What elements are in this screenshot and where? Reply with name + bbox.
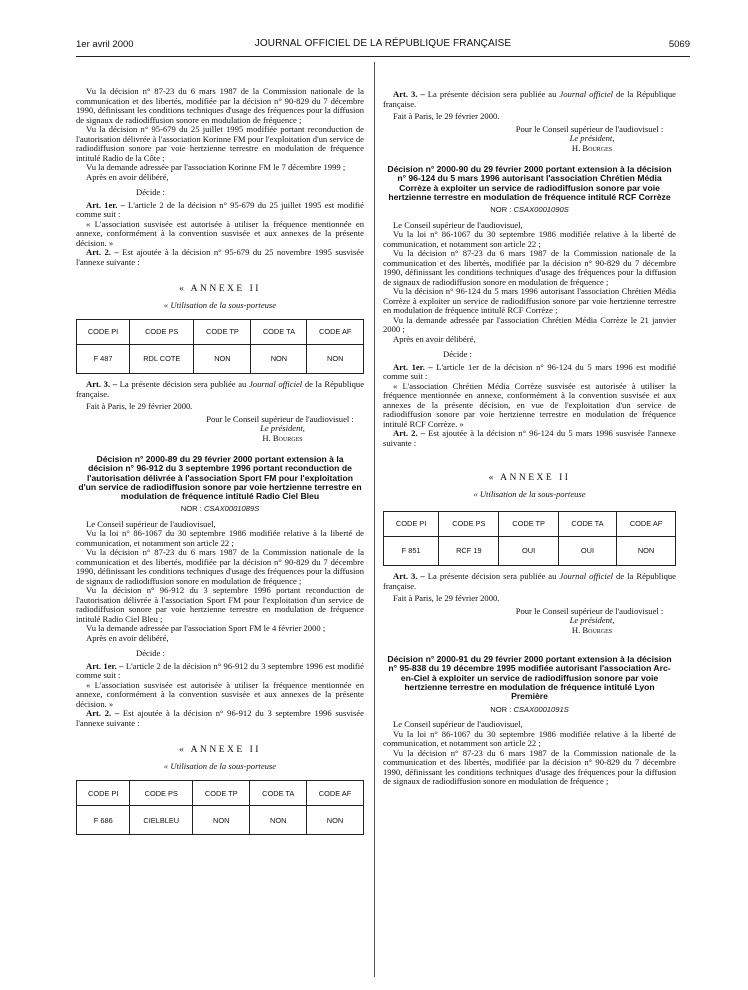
table-cell: RCF 19 (439, 537, 499, 566)
article-label: Art. 3. – (393, 89, 425, 99)
table-cell: NON (307, 345, 364, 374)
annexe-table (76, 780, 364, 835)
article-3: Art. 3. – La présente décision sera publiée au Journal officiel de la République française. (76, 379, 365, 399)
table-row (77, 345, 364, 374)
article-3: Art. 3. – La présente décision sera publiée au Journal officiel de la République française. (383, 571, 676, 591)
table-cell: F 686 (77, 806, 130, 835)
considerant: Vu la décision n° 96-124 du 5 mars 1996 autorisant l'association Chrétien Média Corrèze à exploiter un service de radiodiffusion sonore par voie hertzienne terrestre en modulation de fréquence intitulé RCF Corrèze ; (383, 286, 676, 316)
column-separator (374, 62, 375, 977)
article-label: Art. 3. – (393, 571, 425, 582)
signature-role: Le président, (569, 615, 615, 626)
decide: Décide : (136, 187, 165, 197)
decision-title: Décision n° 2000-90 du 29 février 2000 portant extension à la décision n° 96-124 du 5 mars 1996 autorisant l'association Chrétien Média Corrèze à exploiter un service de radiodiffusion sonore par voie hertzienne terrestre en modulation de fréquence intitulé RCF Corrèze (387, 164, 672, 202)
annexe-subtitle: « Utilisation de la sous-porteuse (163, 760, 277, 771)
article-label: Art. 2. – (393, 428, 426, 439)
decision-title: Décision n° 2000-89 du 29 février 2000 portant extension à la décision n° 96-912 du 3 septembre 1996 portant reconduction de l'autorisation délivrée à l'association Sport FM pour l'exploitation d'un service de radiodiffusion sonore par voie hertzienne terrestre en modulation de fréquence intitulé Radio Ciel Bleu (78, 454, 362, 502)
right-column (383, 90, 676, 787)
fait-a-paris: Fait à Paris, le 29 février 2000. (393, 593, 500, 604)
signature-name: H. Bourges (262, 432, 303, 443)
apres-delibere: Après en avoir délibéré, (86, 632, 169, 643)
table-header: CODE AF (306, 781, 363, 806)
signature-name: H. Bourges (571, 624, 613, 635)
table-cell: F 487 (77, 345, 130, 374)
signature-role: Le président, (260, 423, 305, 433)
article-label: Art. 1er. – (86, 660, 124, 671)
table-cell: NON (194, 345, 251, 374)
intro: Le Conseil supérieur de l'audiovisuel, (393, 219, 523, 230)
article-2: Art. 2. – Est ajoutée à la décision n° 95-679 du 25 novembre 1995 susvisée l'annexe suivante : (76, 247, 364, 267)
signature-for: Pour le Conseil supérieur de l'audiovisuel : (515, 123, 664, 134)
header-journal-title: JOURNAL OFFICIEL DE LA RÉPUBLIQUE FRANÇAISE (254, 38, 512, 49)
table-row (77, 806, 364, 835)
header-page-number: 5069 (668, 39, 690, 50)
nor-reference: NOR : CSAX0001091S (490, 704, 569, 714)
article-2: Art. 2. – Est ajoutée à la décision n° 96-912 du 3 septembre 1996 susvisée l'annexe suivante : (76, 708, 364, 728)
signature-name: H. Bourges (571, 142, 613, 153)
table-header: CODE TP (499, 512, 558, 537)
table-cell: F 851 (384, 537, 439, 566)
table-cell: OUI (499, 537, 558, 566)
table-header: CODE TA (250, 781, 307, 806)
article-label: Art. 1er. – (86, 199, 125, 210)
journal-name: Journal officiel (248, 379, 303, 389)
article-label: Art. 3. – (86, 379, 118, 389)
table-header: CODE PS (130, 781, 193, 806)
signature-role: Le président, (569, 133, 615, 143)
article-1-quote: « L'association susvisée est autorisée à utiliser la fréquence mentionnée en annexe, conformément à la convention susvisée et aux annexes de la présente décision. » (76, 218, 364, 248)
fait-a-paris: Fait à Paris, le 29 février 2000. (86, 401, 193, 411)
article-3: Art. 3. – La présente décision sera publiée au Journal officiel de la République française. (383, 89, 676, 109)
article-1-quote: « L'association Chrétien Média Corrèze susvisée est autorisée à utiliser la fréquence mentionnée en annexe, conformément à la convention susvisée et aux annexes de la présente décision, en vue de l'exploitation d'un service de radiodiffusion sonore par voie hertzienne terrestre en modulation de fréquence intitulé RCF Corrèze. » (383, 380, 676, 429)
intro: Le Conseil supérieur de l'audiovisuel, (86, 518, 216, 529)
article-1: Art. 1er. – L'article 1er de la décision n° 96-124 du 5 mars 1996 est modifié comme suit : (383, 361, 676, 382)
signature-for: Pour le Conseil supérieur de l'audiovisuel : (515, 605, 664, 616)
article-label: Art. 2. – (86, 708, 120, 719)
table-cell: NON (250, 806, 307, 835)
annexe-subtitle: « Utilisation de la sous-porteuse (473, 488, 586, 499)
table-header: CODE TA (558, 512, 616, 537)
signature-for: Pour le Conseil supérieur de l'audiovisuel : (206, 413, 354, 424)
left-column (76, 87, 364, 841)
annexe-table (383, 511, 676, 566)
considerant: Vu la décision n° 87-23 du 6 mars 1987 de la Commission nationale de la communication et des libertés, modifiée par la décision n° 90-829 du 7 décembre 1990, définissant les conditions techniques d'usage des fréquences pour la diffusion de signaux de radiodiffusion sonore en modulation de fréquence ; (383, 747, 676, 787)
article-1-quote: « L'association susvisée est autorisée à utiliser la fréquence mentionnée en annexe, conformément à la convention susvisée et aux annexes de la présente décision. » (76, 679, 364, 709)
page-header (76, 38, 690, 54)
considerant: Vu la loi n° 86-1067 du 30 septembre 1986 modifiée relative à la liberté de communication, et notamment son article 22 ; (383, 229, 676, 249)
decide: Décide : (443, 349, 472, 360)
journal-name: Journal officiel (559, 571, 614, 582)
article-2: Art. 2. – Est ajoutée à la décision n° 96-124 du 5 mars 1996 susvisée l'annexe suivante : (383, 428, 676, 448)
table-cell: OUI (558, 537, 616, 566)
fait-a-paris: Fait à Paris, le 29 février 2000. (393, 111, 500, 121)
considerant: Vu la demande adressée par l'association Chrétien Média Corrèze le 21 janvier 2000 ; (383, 314, 676, 335)
annexe-title: « ANNEXE II (179, 745, 261, 756)
table-header: CODE AF (307, 320, 364, 345)
article-1: Art. 1er. – L'article 2 de la décision n° 95-679 du 25 juillet 1995 est modifié comme suit : (76, 199, 364, 219)
article-label: Art. 1er. – (393, 361, 433, 372)
considerant: Vu la demande adressée par l'association Sport FM le 4 février 2000 ; (86, 623, 326, 634)
intro: Le Conseil supérieur de l'audiovisuel, (393, 719, 523, 730)
considerant: Vu la décision n° 95-679 du 25 juillet 1995 modifiée portant reconduction de l'autorisation délivrée à l'association Korinne FM pour l'exploitation d'un service de radiodiffusion sonore par voie hertzienne terrestre en modulation de fréquence intitulé Radio de la Côte ; (76, 124, 364, 163)
annexe-title: « ANNEXE II (179, 284, 261, 294)
table-cell: CIELBLEU (130, 806, 193, 835)
table-cell: NON (306, 806, 363, 835)
table-header: CODE TA (251, 320, 307, 345)
table-header: CODE TP (194, 320, 251, 345)
annexe-table (76, 319, 364, 374)
table-row (384, 537, 676, 566)
nor-reference: NOR : CSAX0001089S (180, 504, 260, 514)
table-header: CODE PI (384, 512, 439, 537)
table-cell: NON (617, 537, 676, 566)
article-label: Art. 2. – (86, 247, 119, 257)
apres-delibere: Après en avoir délibéré, (86, 171, 169, 182)
table-cell: NON (193, 806, 250, 835)
article-1: Art. 1er. – L'article 2 de la décision n° 96-912 du 3 septembre 1996 est modifié comme suit : (76, 660, 364, 681)
considerant: Vu la demande adressée par l'association Korinne FM le 7 décembre 1999 ; (86, 162, 346, 172)
considerant: Vu la décision n° 87-23 du 6 mars 1987 de la Commission nationale de la communication et des libertés, modifiée par la décision n° 90-829 du 7 décembre 1990, définissant les conditions techniques d'usage des fréquences pour la diffusion de signaux de radiodiffusion sonore en modulation de fréquence ; (383, 248, 676, 287)
table-header: CODE PI (77, 320, 130, 345)
annexe-title: « ANNEXE II (488, 473, 571, 484)
table-cell: RDL COTE (130, 345, 194, 374)
table-cell: NON (251, 345, 307, 374)
journal-name: Journal officiel (559, 89, 614, 99)
apres-delibere: Après en avoir délibéré, (393, 333, 476, 344)
table-header: CODE PS (130, 320, 194, 345)
considerant: Vu la décision n° 87-23 du 6 mars 1987 de la Commission nationale de la communication et des libertés, modifiée par la décision n° 90-829 du 7 décembre 1990, définissant les conditions techniques d'usage des fréquences pour la diffusion de signaux de radiodiffusion sonore en modulation de fréquence ; (76, 86, 364, 125)
header-date: 1er avril 2000 (76, 39, 134, 50)
table-header: CODE PS (439, 512, 499, 537)
considerant: Vu la loi n° 86-1067 du 30 septembre 1986 modifiée relative à la liberté de communication, et notamment son article 22 ; (76, 528, 364, 548)
table-header: CODE PI (77, 781, 130, 806)
nor-reference: NOR : CSAX0001090S (490, 205, 569, 215)
decision-title: Décision n° 2000-91 du 29 février 2000 portant extension à la décision n° 95-838 du 19 décembre 1995 modifiée autorisant l'association Arc-en-Ciel à exploiter un service de radiodiffusion sonore par voie hertzienne terrestre en modulation de fréquence intitulé Lyon Première (387, 654, 672, 702)
table-header: CODE TP (193, 781, 250, 806)
decide: Décide : (136, 648, 165, 659)
considerant: Vu la décision n° 96-912 du 3 septembre 1996 portant reconduction de l'autorisation délivrée à l'association Sport FM pour l'exploitation d'un service de radiodiffusion sonore par voie hertzienne terrestre en modulation de fréquence intitulé Radio Ciel Bleu ; (76, 585, 364, 624)
table-header: CODE AF (617, 512, 676, 537)
considerant: Vu la décision n° 87-23 du 6 mars 1987 de la Commission nationale de la communication et des libertés, modifiée par la décision n° 90-829 du 7 décembre 1990, définissant les conditions techniques d'usage des fréquences pour la diffusion de signaux de radiodiffusion sonore en modulation de fréquence ; (76, 547, 364, 586)
annexe-subtitle: « Utilisation de la sous-porteuse (163, 299, 277, 310)
considerant: Vu la loi n° 86-1067 du 30 septembre 1986 modifiée relative à la liberté de communication, et notamment son article 22 ; (383, 728, 676, 749)
header-rule (76, 56, 690, 57)
